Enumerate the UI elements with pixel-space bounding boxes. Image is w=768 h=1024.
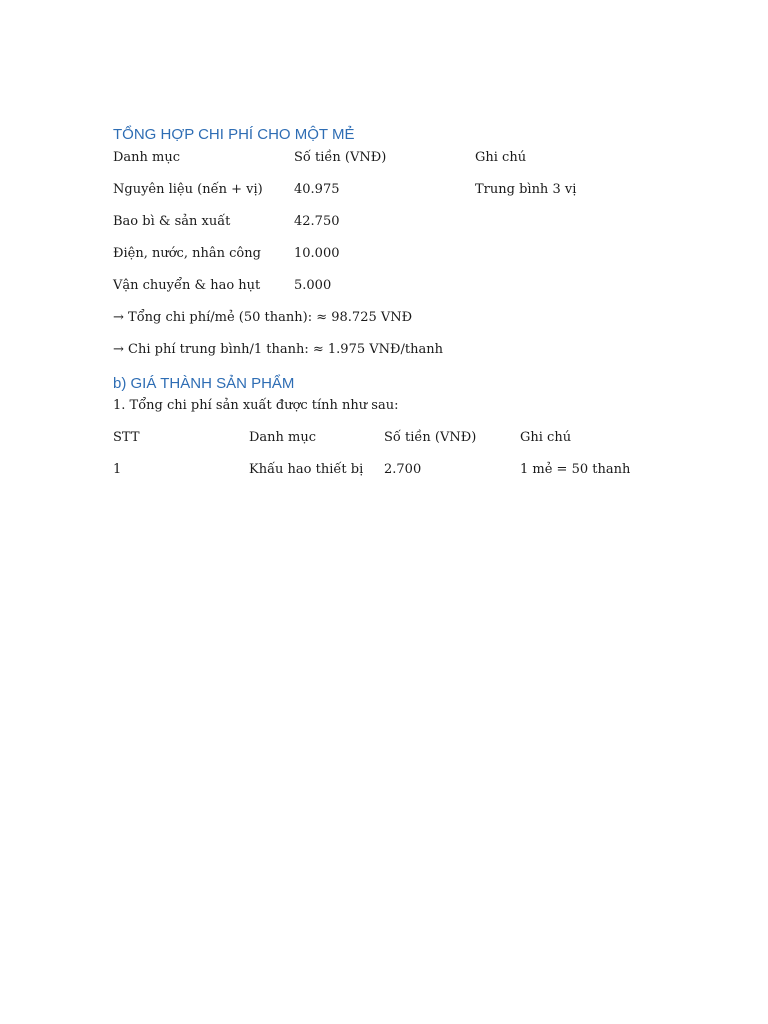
section-title-product-price: b) GIÁ THÀNH SẢN PHẨM bbox=[113, 375, 295, 392]
cell-index: 1 bbox=[113, 462, 122, 477]
cost-table-header-row bbox=[0, 150, 768, 166]
cell-note: 1 mẻ = 50 thanh bbox=[520, 462, 631, 477]
column-header-note: Ghi chú bbox=[475, 150, 527, 165]
table-row bbox=[0, 214, 768, 230]
table-row bbox=[0, 462, 768, 478]
table-row bbox=[0, 278, 768, 294]
total-cost-line: → Tổng chi phí/mẻ (50 thanh): ≈ 98.725 VNĐ bbox=[113, 310, 413, 325]
cell-category: Bao bì & sản xuất bbox=[113, 214, 231, 229]
cell-note: Trung bình 3 vị bbox=[475, 182, 577, 197]
cell-category: Nguyên liệu (nến + vị) bbox=[113, 182, 263, 197]
column-header-category: Danh mục bbox=[249, 430, 317, 445]
cell-category: Vận chuyển & hao hụt bbox=[113, 278, 261, 293]
cell-amount: 10.000 bbox=[294, 246, 340, 261]
cell-amount: 40.975 bbox=[294, 182, 340, 197]
cell-amount: 2.700 bbox=[384, 462, 422, 477]
cell-amount: 5.000 bbox=[294, 278, 332, 293]
column-header-amount: Số tiền (VNĐ) bbox=[294, 150, 387, 165]
price-table-header-row bbox=[0, 430, 768, 446]
cell-amount: 42.750 bbox=[294, 214, 340, 229]
average-cost-line: → Chi phí trung bình/1 thanh: ≈ 1.975 VNĐ/thanh bbox=[113, 342, 443, 357]
cell-category: Khấu hao thiết bị bbox=[249, 462, 364, 477]
section-title-cost-summary: TỔNG HỢP CHI PHÍ CHO MỘT MẺ bbox=[113, 126, 355, 143]
column-header-category: Danh mục bbox=[113, 150, 181, 165]
table-row bbox=[0, 246, 768, 262]
column-header-index: STT bbox=[113, 430, 140, 445]
column-header-amount: Số tiền (VNĐ) bbox=[384, 430, 477, 445]
table-row bbox=[0, 182, 768, 198]
cell-category: Điện, nước, nhân công bbox=[113, 246, 261, 261]
column-header-note: Ghi chú bbox=[520, 430, 572, 445]
intro-paragraph: 1. Tổng chi phí sản xuất được tính như sau: bbox=[113, 398, 399, 413]
